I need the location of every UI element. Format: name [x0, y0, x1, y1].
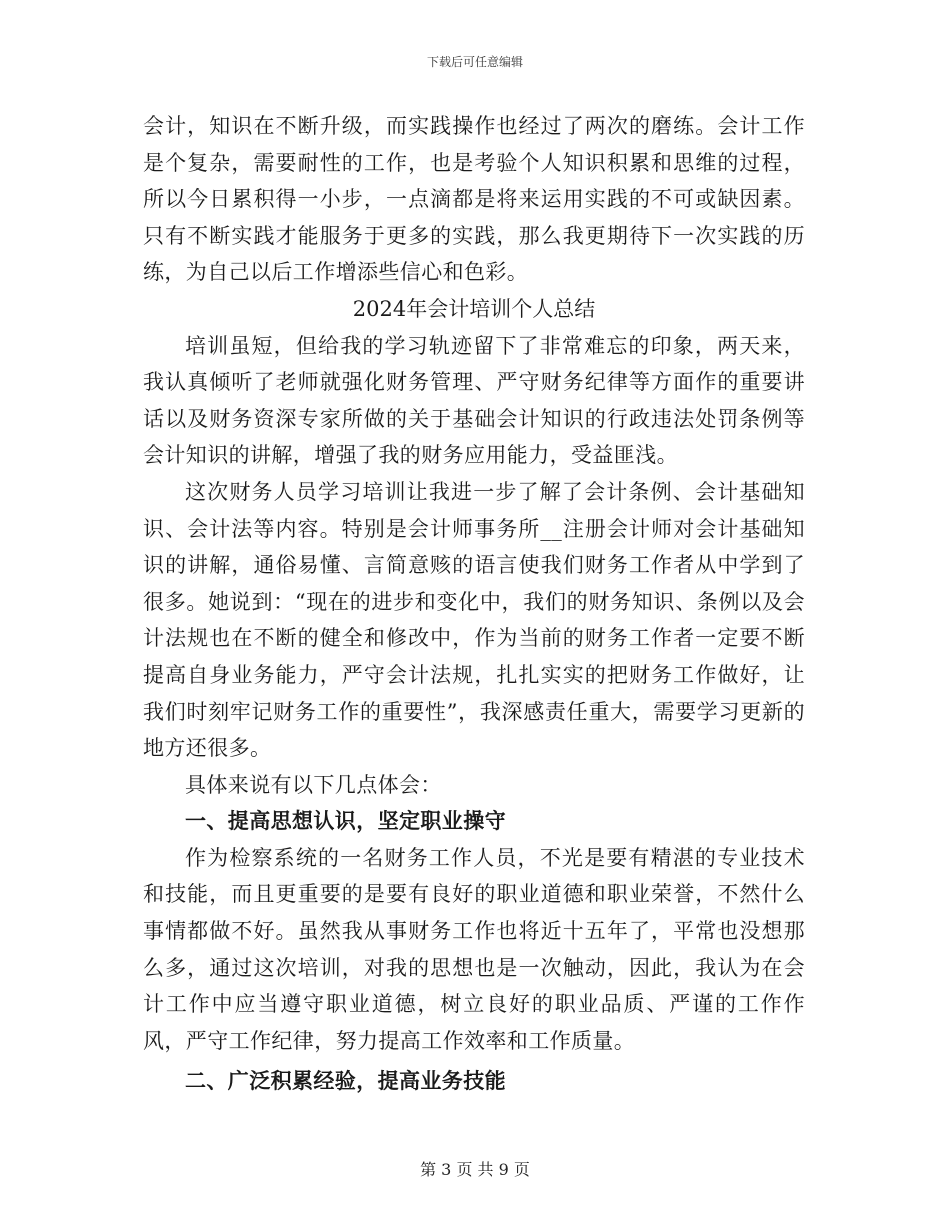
document-title: 2024年会计培训个人总结 — [352, 296, 596, 321]
section-heading-2: 二、广泛积累经验，提高业务技能 — [185, 1068, 506, 1094]
intro-paragraph: 会计，知识在不断升级，而实践操作也经过了两次的磨练。会计工作是个复杂，需要耐性的工作，也是考验个人知识积累和思维的过程，所以今日累积得一小步，一点滴都是将来运用实践的不可或缺因素。只有不断实践才能服务于更多的实践，那么我更期待下一次实践的历练，为自己以后工作增添些信心和色彩。 — [143, 114, 805, 285]
page-number-footer: 第 3 页 共 9 页 — [420, 1160, 530, 1179]
section-heading-1: 一、提高思想认识，坚定职业操守 — [185, 808, 506, 834]
paragraph-takeaways-intro: 具体来说有以下几点体会： — [185, 772, 442, 797]
document-body — [143, 108, 805, 1100]
paragraph-training-content: 这次财务人员学习培训让我进一步了解了会计条例、会计基础知识、会计法等内容。特别是会计师事务所__注册会计师对会计基础知识的讲解，通俗易懂、言简意赅的语言使我们财务工作者从中学到了很多。她说到：“现在的进步和变化中，我们的财务知识、条例以及会计法规也在不断的健全和修改中，作为当前的财务工作者一定要不断提高自身业务能力，严守会计法规，扎扎实实的把财务工作做好，让我们时刻牢记财务工作的重要性”，我深感责任重大，需要学习更新的地方还很多。 — [143, 479, 805, 761]
section-1-paragraph: 作为检察系统的一名财务工作人员，不光是要有精湛的专业技术和技能，而且更重要的是要有良好的职业道德和职业荣誉，不然什么事情都做不好。虽然我从事财务工作也将近十五年了，平常也没想那么多，通过这次培训，对我的思想也是一次触动，因此，我认为在会计工作中应当遵守职业道德，树立良好的职业品质、严谨的工作作风，严守工作纪律，努力提高工作效率和工作质量。 — [143, 845, 805, 1053]
header-note: 下载后可任意编辑 — [426, 55, 523, 69]
paragraph-training-impression: 培训虽短，但给我的学习轨迹留下了非常难忘的印象，两天来，我认真倾听了老师就强化财务管理、严守财务纪律等方面作的重要讲话以及财务资深专家所做的关于基础会计知识的行政违法处罚条例等会计知识的讲解，增强了我的财务应用能力，受益匪浅。 — [143, 333, 805, 468]
